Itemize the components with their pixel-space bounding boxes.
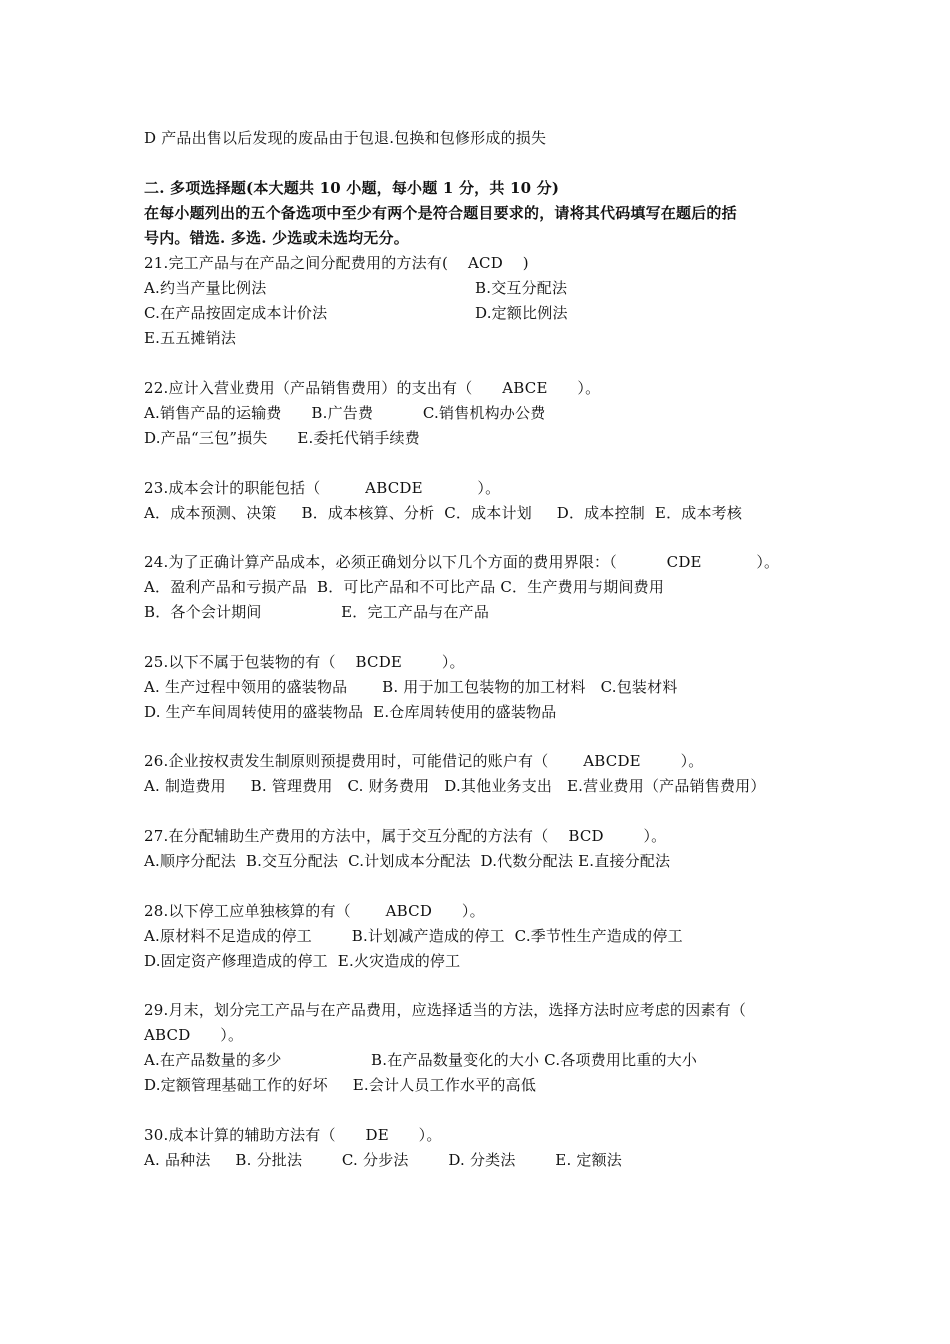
- question-21-option-d: D.定额比例法: [475, 304, 568, 322]
- question-28-stem: 28.以下停工应单独核算的有（ ABCD ）。: [144, 902, 485, 920]
- question-25-options-line-1: A. 生产过程中领用的盛装物品 B. 用于加工包装物的加工材料 C.包装材料: [144, 678, 678, 696]
- question-30-stem: 30.成本计算的辅助方法有（ DE ）。: [144, 1126, 442, 1144]
- question-29-stem-line-1: 29.月末，划分完工产品与在产品费用，应选择适当的方法，选择方法时应考虑的因素有（: [144, 1001, 747, 1019]
- question-27-stem: 27.在分配辅助生产费用的方法中，属于交互分配的方法有（ BCD ）。: [144, 827, 667, 845]
- question-21-option-a: A.约当产量比例法: [144, 279, 267, 297]
- question-29-options-line-2: D.定额管理基础工作的好坏 E.会计人员工作水平的高低: [144, 1076, 537, 1094]
- question-25-stem: 25.以下不属于包装物的有（ BCDE ）。: [144, 653, 465, 671]
- question-30-options-line-1: A. 品种法 B. 分批法 C. 分步法 D. 分类法 E. 定额法: [144, 1151, 622, 1169]
- question-22-stem: 22.应计入营业费用（产品销售费用）的支出有（ ABCE ）。: [144, 379, 601, 397]
- question-26-options-line-1: A. 制造费用 B. 管理费用 C. 财务费用 D.其他业务支出 E.营业费用（产品销售费用）: [144, 777, 766, 795]
- question-29-options-line-1: A.在产品数量的多少 B.在产品数量变化的大小 C.各项费用比重的大小: [144, 1051, 698, 1069]
- question-24-options-line-2: B．各个会计期间 E．完工产品与在产品: [144, 603, 490, 621]
- question-25-options-line-2: D. 生产车间周转使用的盛装物品 E.仓库周转使用的盛装物品: [144, 703, 557, 721]
- question-24-options-line-1: A．盈利产品和亏损产品 B．可比产品和不可比产品 C．生产费用与期间费用: [144, 578, 665, 596]
- question-28-options-line-2: D.固定资产修理造成的停工 E.火灾造成的停工: [144, 952, 461, 970]
- question-29-stem-line-2: ABCD ）。: [144, 1026, 244, 1044]
- question-23-options-line-1: A．成本预测、决策 B．成本核算、分析 C．成本计划 D．成本控制 E．成本考核: [144, 504, 743, 522]
- question-24-stem: 24.为了正确计算产品成本，必须正确划分以下几个方面的费用界限：（ CDE ）。: [144, 553, 780, 571]
- question-27-options-line-1: A.顺序分配法 B.交互分配法 C.计划成本分配法 D.代数分配法 E.直接分配法: [144, 852, 671, 870]
- question-21-option-e: E.五五摊销法: [144, 329, 237, 347]
- question-28-options-line-1: A.原材料不足造成的停工 B.计划减产造成的停工 C.季节性生产造成的停工: [144, 927, 683, 945]
- section-heading: 二. 多项选择题(本大题共 10 小题，每小题 1 分，共 10 分): [144, 179, 560, 197]
- prev-question-option-d: D 产品出售以后发现的废品由于包退.包换和包修形成的损失: [144, 129, 547, 147]
- question-21-option-b: B.交互分配法: [475, 279, 568, 297]
- section-instruction-line-2: 号内。错选. 多选. 少选或未选均无分。: [144, 229, 409, 247]
- question-23-stem: 23.成本会计的职能包括（ ABCDE ）。: [144, 479, 501, 497]
- question-22-options-line-1: A.销售产品的运输费 B.广告费 C.销售机构办公费: [144, 404, 546, 422]
- section-instruction-line-1: 在每小题列出的五个备选项中至少有两个是符合题目要求的，请将其代码填写在题后的括: [144, 204, 737, 222]
- question-21-option-c: C.在产品按固定成本计价法: [144, 304, 328, 322]
- question-22-options-line-2: D.产品“三包”损失 E.委托代销手续费: [144, 429, 420, 447]
- question-26-stem: 26.企业按权责发生制原则预提费用时，可能借记的账户有（ ABCDE ）。: [144, 752, 704, 770]
- question-21-stem: 21.完工产品与在产品之间分配费用的方法有( ACD ): [144, 254, 529, 272]
